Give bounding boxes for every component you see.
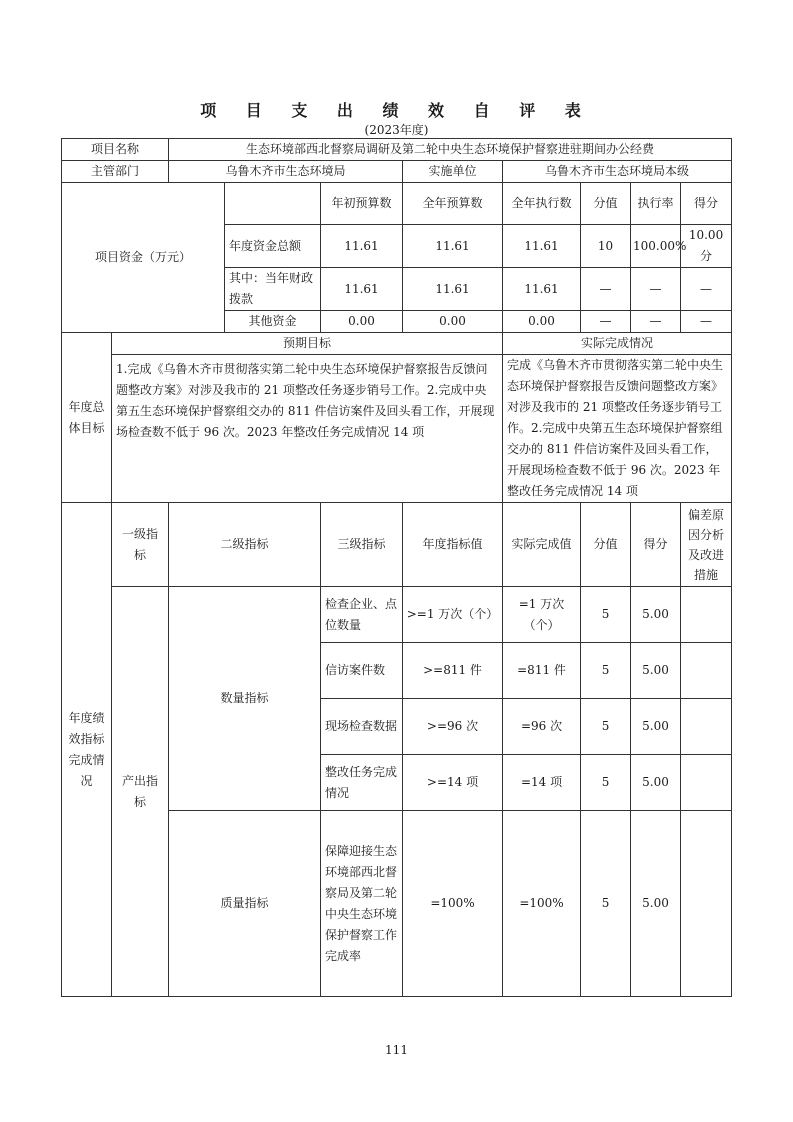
performance-table [61,138,732,997]
funds-header: 执行率 [631,183,681,225]
funds-cell: — [631,311,681,333]
page-number: 111 [385,1043,408,1057]
actual-value: =14 项 [503,755,581,811]
score: 5.00 [631,811,681,997]
funds-cell: 11.61 [321,268,403,311]
indicator-header: 分值 [581,503,631,587]
score-value: 5 [581,587,631,643]
quality-indicator: 质量指标 [169,811,321,997]
funds-cell: 11.61 [403,225,503,268]
dept-value: 乌鲁木齐市生态环境局 [169,161,403,183]
funds-cell: — [681,268,732,311]
unit-label: 实施单位 [403,161,503,183]
indicator-header: 二级指标 [169,503,321,587]
score: 5.00 [631,587,681,643]
actual-goal-header: 实际完成情况 [503,333,732,355]
target-value: >=1 万次（个） [403,587,503,643]
target-value: >=811 件 [403,643,503,699]
score: 5.00 [631,643,681,699]
funds-cell: — [631,268,681,311]
funds-cell: — [681,311,732,333]
funds-cell: — [581,311,631,333]
target-value: >=96 次 [403,699,503,755]
funds-cell: 10 [581,225,631,268]
dept-label: 主管部门 [62,161,169,183]
funds-header: 年初预算数 [321,183,403,225]
goals-label: 年度总体目标 [62,333,112,503]
funds-label: 项目资金（万元） [62,183,225,333]
score-value: 5 [581,811,631,997]
project-name: 生态环境部西北督察局调研及第二轮中央生态环境保护督察进驻期间办公经费 [169,139,732,161]
score-value: 5 [581,699,631,755]
level3-indicator: 现场检查数据 [321,699,403,755]
indicator-header: 年度指标值 [403,503,503,587]
target-value: >=14 项 [403,755,503,811]
actual-value: =100% [503,811,581,997]
indicators-section-label: 年度绩效指标完成情况 [62,503,112,997]
funds-empty-header [225,183,321,225]
funds-header: 全年执行数 [503,183,581,225]
level3-indicator: 检查企业、点位数量 [321,587,403,643]
level1-indicator: 产出指标 [112,587,169,997]
funds-cell: 0.00 [403,311,503,333]
expected-goal-text: 1.完成《乌鲁木齐市贯彻落实第二轮中央生态环境保护督察报告反馈问题整改方案》对涉及我市的 21 项整改任务逐步销号工作。2.完成中央第五生态环境保护督察组交办的 811 件信访案件及回头看工作，开展现场检查数不低于 96 次。2023 年整改任务完成情况 14 项 [112,355,503,503]
actual-value: =811 件 [503,643,581,699]
funds-cell: 0.00 [321,311,403,333]
indicator-header: 一级指标 [112,503,169,587]
deviation-note [681,643,732,699]
indicator-header: 偏差原因分析及改进措施 [681,503,732,587]
unit-value: 乌鲁木齐市生态环境局本级 [503,161,732,183]
deviation-note [681,755,732,811]
funds-cell: 11.61 [403,268,503,311]
score-value: 5 [581,643,631,699]
year-subtitle: (2023年度) [364,123,429,137]
indicator-header: 实际完成值 [503,503,581,587]
funds-row-label: 其他资金 [225,311,321,333]
target-value: =100% [403,811,503,997]
actual-value: =96 次 [503,699,581,755]
score-value: 5 [581,755,631,811]
deviation-note [681,811,732,997]
funds-cell: 11.61 [503,268,581,311]
level3-indicator: 保障迎接生态环境部西北督察局及第二轮中央生态环境保护督察工作完成率 [321,811,403,997]
indicator-header: 得分 [631,503,681,587]
funds-header: 分值 [581,183,631,225]
deviation-note [681,699,732,755]
level3-indicator: 信访案件数 [321,643,403,699]
funds-row-label: 年度资金总额 [225,225,321,268]
funds-cell: — [581,268,631,311]
funds-cell: 11.61 [503,225,581,268]
actual-value: =1 万次（个） [503,587,581,643]
level3-indicator: 整改任务完成情况 [321,755,403,811]
funds-cell: 11.61 [321,225,403,268]
quantity-indicator: 数量指标 [169,587,321,811]
score: 5.00 [631,699,681,755]
expected-goal-header: 预期目标 [112,333,503,355]
page-title: 项 目 支 出 绩 效 自 评 表 [200,101,593,120]
actual-goal-text: 完成《乌鲁木齐市贯彻落实第二轮中央生态环境保护督察报告反馈问题整改方案》对涉及我市的 21 项整改任务逐步销号工作。2.完成中央第五生态环境保护督察组交办的 811 件信访案件及回头看工作，开展现场检查数不低于 96 次。2023 年整改任务完成情况 14 项 [503,355,732,503]
funds-cell: 100.00% [631,225,681,268]
project-name-label: 项目名称 [62,139,169,161]
funds-header: 全年预算数 [403,183,503,225]
funds-cell: 10.00 分 [681,225,732,268]
funds-row-label: 其中：当年财政拨款 [225,268,321,311]
score: 5.00 [631,755,681,811]
indicator-header: 三级指标 [321,503,403,587]
funds-header: 得分 [681,183,732,225]
funds-cell: 0.00 [503,311,581,333]
deviation-note [681,587,732,643]
